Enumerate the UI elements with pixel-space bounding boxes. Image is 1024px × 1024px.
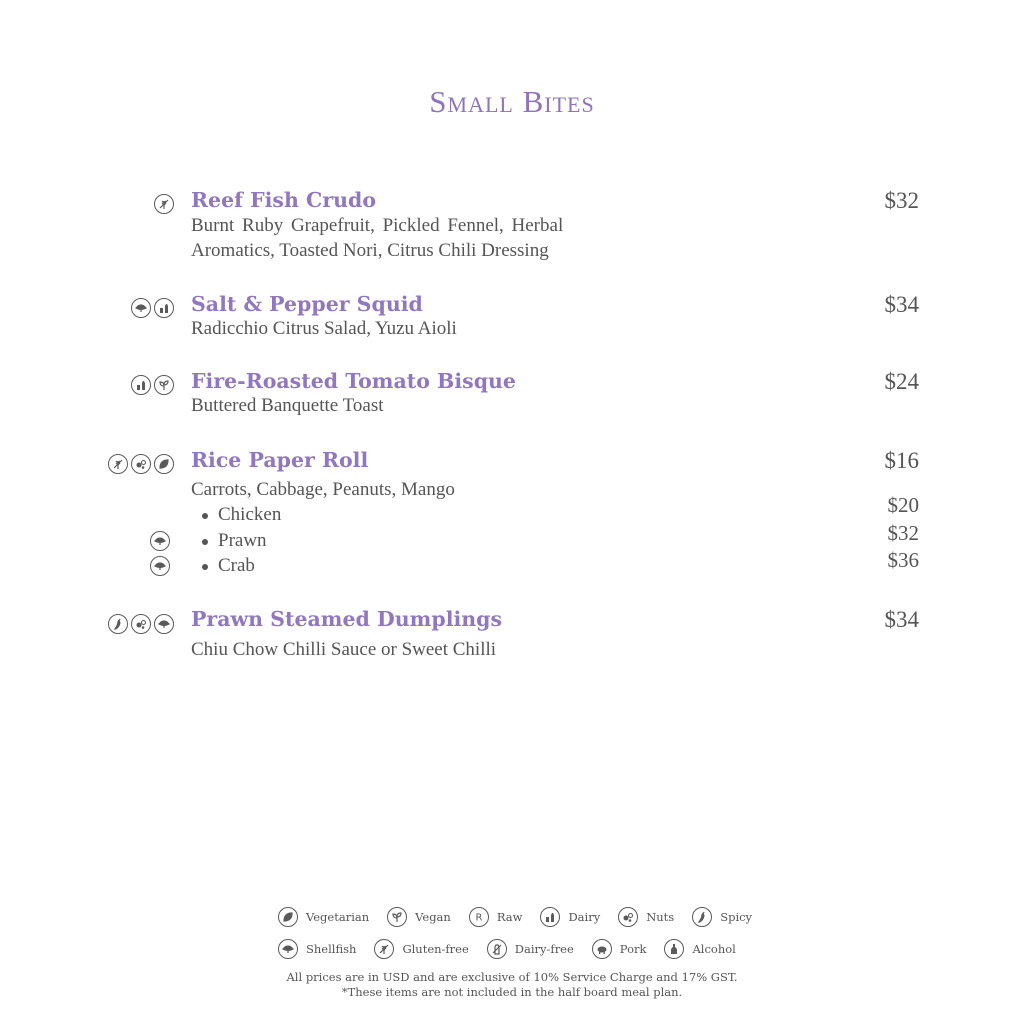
item-description: Chiu Chow Chilli Sauce or Sweet Chilli bbox=[191, 639, 497, 660]
vegan-icon bbox=[387, 907, 407, 927]
alcohol-icon bbox=[664, 939, 684, 959]
item-description: Carrots, Cabbage, Peanuts, Mango bbox=[191, 479, 455, 500]
legend-label: Shellfish bbox=[306, 942, 357, 956]
item-option bbox=[202, 555, 255, 577]
spicy-icon bbox=[108, 614, 128, 634]
item-price: $34 bbox=[884, 607, 919, 632]
spicy-icon bbox=[692, 907, 712, 927]
item-option bbox=[202, 504, 281, 526]
legend-label: Vegetarian bbox=[306, 910, 370, 924]
nuts-icon bbox=[131, 614, 151, 634]
legend-item bbox=[487, 939, 574, 959]
legend-item bbox=[592, 939, 647, 959]
legend-item bbox=[374, 939, 468, 959]
legend-label: Spicy bbox=[720, 910, 753, 924]
vegan-icon bbox=[154, 375, 174, 395]
bullet bbox=[202, 539, 208, 545]
item-price: $16 bbox=[884, 448, 919, 473]
item-name: Fire-Roasted Tomato Bisque bbox=[191, 369, 516, 393]
option-label: Chicken bbox=[218, 504, 282, 525]
diet-icons bbox=[131, 298, 174, 318]
legend-label: Gluten-free bbox=[402, 942, 469, 956]
legend-item bbox=[278, 939, 356, 959]
item-name: Reef Fish Crudo bbox=[191, 188, 377, 212]
bullet bbox=[202, 513, 208, 519]
legend-item bbox=[618, 907, 674, 927]
legend-label: Alcohol bbox=[692, 942, 736, 956]
shellfish-icon bbox=[278, 939, 298, 959]
item-description-line: Burnt Ruby Grapefruit, Pickled Fennel, Herbal bbox=[191, 215, 564, 236]
dairy-icon bbox=[131, 375, 151, 395]
legend-row bbox=[278, 939, 754, 959]
diet-icons bbox=[154, 194, 174, 214]
shellfish-icon bbox=[150, 556, 170, 576]
option-price: $32 bbox=[887, 521, 919, 545]
legend-label: Dairy bbox=[568, 910, 601, 924]
svg-text:R: R bbox=[475, 912, 483, 923]
item-description: Buttered Banquette Toast bbox=[191, 395, 384, 416]
legend-item bbox=[469, 907, 523, 927]
item-description bbox=[191, 213, 563, 263]
diet-icons bbox=[108, 454, 174, 474]
legend-label: Pork bbox=[619, 942, 647, 956]
legend-label: Dairy-free bbox=[514, 942, 574, 956]
item-description: Radicchio Citrus Salad, Yuzu Aioli bbox=[191, 318, 457, 339]
nuts-icon bbox=[131, 454, 151, 474]
footnote-line: *These items are not included in the half board meal plan. bbox=[341, 985, 683, 999]
shellfish-icon bbox=[154, 614, 174, 634]
legend-label: Raw bbox=[496, 910, 523, 924]
gluten-free-icon bbox=[108, 454, 128, 474]
gluten-free-icon bbox=[374, 939, 394, 959]
shellfish-icon bbox=[150, 531, 170, 551]
page-title: Small Bites bbox=[429, 84, 595, 119]
legend-item bbox=[692, 907, 752, 927]
dairy-icon bbox=[540, 907, 560, 927]
pork-icon bbox=[592, 939, 612, 959]
item-name: Rice Paper Roll bbox=[191, 448, 369, 472]
option-price: $20 bbox=[887, 493, 919, 517]
legend-row bbox=[278, 907, 770, 927]
footnote-line: All prices are in USD and are exclusive of 10% Service Charge and 17% GST. bbox=[286, 970, 738, 984]
legend-item bbox=[540, 907, 600, 927]
vegetarian-icon bbox=[278, 907, 298, 927]
bullet bbox=[202, 564, 208, 570]
legend-label: Nuts bbox=[646, 910, 675, 924]
item-price: $34 bbox=[884, 292, 919, 317]
option-label: Prawn bbox=[218, 530, 267, 551]
nuts-icon bbox=[618, 907, 638, 927]
item-option bbox=[202, 530, 267, 552]
diet-icons bbox=[108, 614, 174, 634]
option-label: Crab bbox=[218, 555, 255, 576]
footnote bbox=[0, 970, 1024, 1000]
gluten-free-icon bbox=[154, 194, 174, 214]
option-price: $36 bbox=[887, 548, 919, 572]
item-price: $24 bbox=[884, 369, 919, 394]
item-description-line: Aromatics, Toasted Nori, Citrus Chili Dressing bbox=[191, 240, 549, 261]
item-price: $32 bbox=[884, 188, 919, 213]
diet-icons bbox=[131, 375, 174, 395]
legend-item bbox=[664, 939, 735, 959]
vegetarian-icon bbox=[154, 454, 174, 474]
dairy-free-icon bbox=[487, 939, 507, 959]
raw-icon bbox=[469, 907, 489, 927]
legend-label: Vegan bbox=[415, 910, 451, 924]
shellfish-icon bbox=[131, 298, 151, 318]
legend-item bbox=[278, 907, 369, 927]
item-name: Salt & Pepper Squid bbox=[191, 292, 423, 316]
legend-item bbox=[387, 907, 451, 927]
item-name: Prawn Steamed Dumplings bbox=[191, 607, 503, 631]
dairy-icon bbox=[154, 298, 174, 318]
